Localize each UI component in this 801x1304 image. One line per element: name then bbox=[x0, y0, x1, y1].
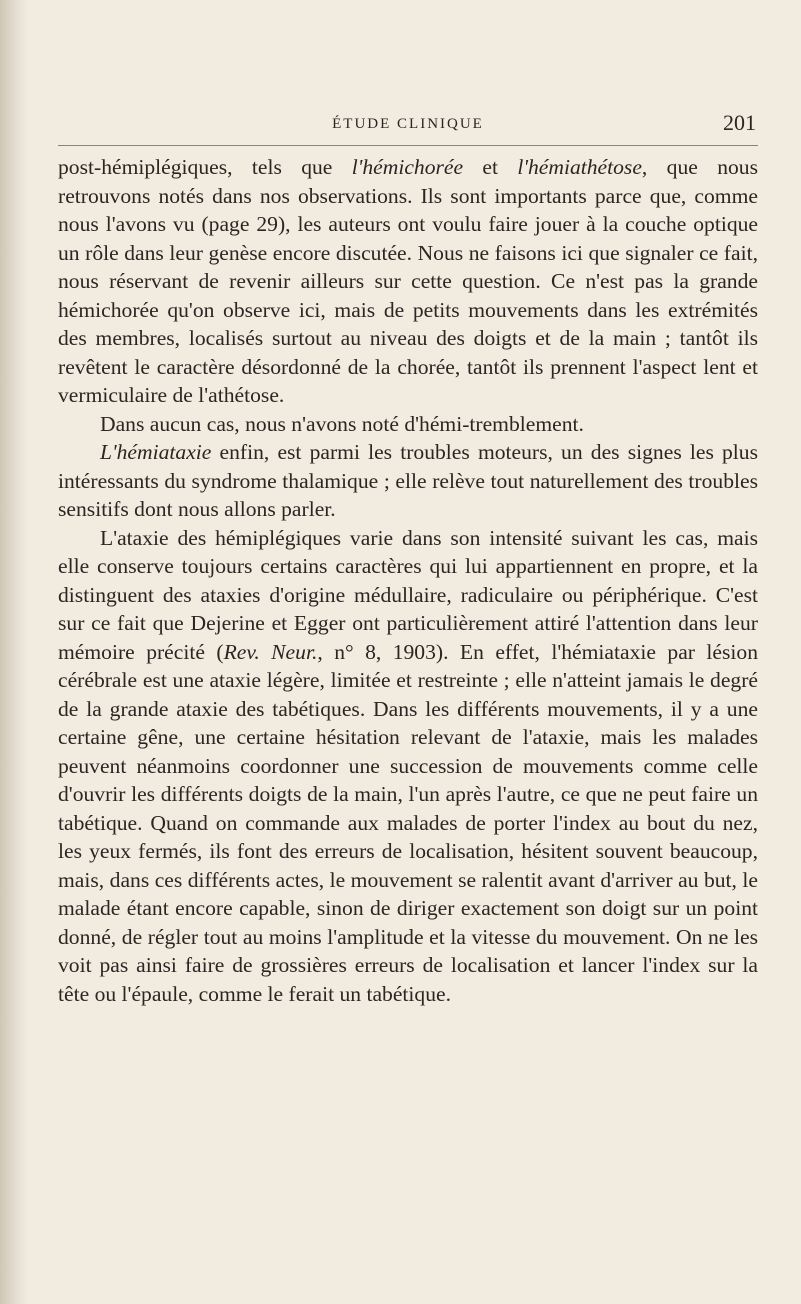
p1-text-3: , que nous retrouvons notés dans nos observations. Ils sont importants parce que, comme nous l'avons vu (page 29), les auteurs ont voulu faire jouer à la couche optique un rôle dans leur genèse encore discutée. Nous ne faisons ici que signaler ce fait, nous réservant de revenir ailleurs sur cette question. Ce n'est pas la grande hémichorée qu'on observe ici, mais de petits mouvements dans les extrémités des membres, localisés surtout au niveau des doigts et de la main ; tantôt ils revêtent le caractère désordonné de la chorée, tantôt ils prennent l'aspect lent et vermiculaire de l'athétose. bbox=[58, 155, 758, 407]
p3-term-hemiataxie: L'hémiataxie bbox=[100, 440, 212, 464]
paragraph-3 bbox=[58, 438, 758, 524]
page-header bbox=[58, 110, 758, 138]
p1-term-hemiathetose: l'hémiathétose bbox=[517, 155, 642, 179]
p3-text-1: enfin, est parmi les troubles moteurs, un des signes les plus intéressants du syndrome thalamique ; elle relève tout naturellement des troubles sensitifs dont nous allons parler. bbox=[58, 440, 758, 521]
p4-text-1: L'ataxie des hémiplégiques varie dans son intensité suivant les cas, mais elle conserve toujours certains caractères qui lui appartiennent en propre, et la distinguent des ataxies d'origine médullaire, radiculaire ou périphérique. C'est sur ce fait que Dejerine et Egger ont particulièrement attiré l'attention dans leur mémoire précité ( bbox=[58, 525, 758, 664]
p1-text-1: post-hémiplégiques, tels que bbox=[58, 155, 352, 179]
p4-citation-journal: Rev. Neur. bbox=[223, 639, 318, 664]
paragraph-2: Dans aucun cas, nous n'avons noté d'hémi-tremblement. bbox=[100, 411, 584, 436]
paragraph-1 bbox=[58, 153, 758, 410]
p1-term-hemichoree: l'hémichorée bbox=[351, 155, 464, 179]
page-edge-shadow bbox=[0, 0, 28, 1304]
header-rule bbox=[58, 145, 758, 146]
p1-text-2: et bbox=[463, 155, 518, 179]
paragraph-4 bbox=[58, 524, 758, 1009]
page-number: 201 bbox=[723, 110, 756, 135]
body-text bbox=[58, 153, 758, 1008]
running-title: ÉTUDE CLINIQUE bbox=[332, 116, 484, 132]
p4-text-2: , n° 8, 1903). En effet, l'hémiataxie par lésion cérébrale est une ataxie légère, limitée et restreinte ; elle n'atteint jamais le degré de la grande ataxie des tabétiques. Dans les différents mouvements, il y a une certaine gêne, une certaine hésitation relevant de l'ataxie, mais les malades peuvent néanmoins coordonner une succession de mouvements comme celle d'ouvrir les différents doigts de la main, l'un après l'autre, ce que ne peut faire un tabétique. Quand on commande aux malades de porter l'index au bout du nez, les yeux fermés, ils font des erreurs de localisation, hésitent souvent beaucoup, mais, dans ces différents actes, le mouvement se ralentit avant d'arriver au but, le malade étant encore capable, sinon de diriger exactement son doigt sur un point donné, de régler tout au moins l'amplitude et la vitesse du mouvement. On ne les voit pas ainsi faire de grossières erreurs de localisation et lancer l'index sur la tête ou l'épaule, comme le ferait un tabétique. bbox=[58, 639, 758, 1006]
